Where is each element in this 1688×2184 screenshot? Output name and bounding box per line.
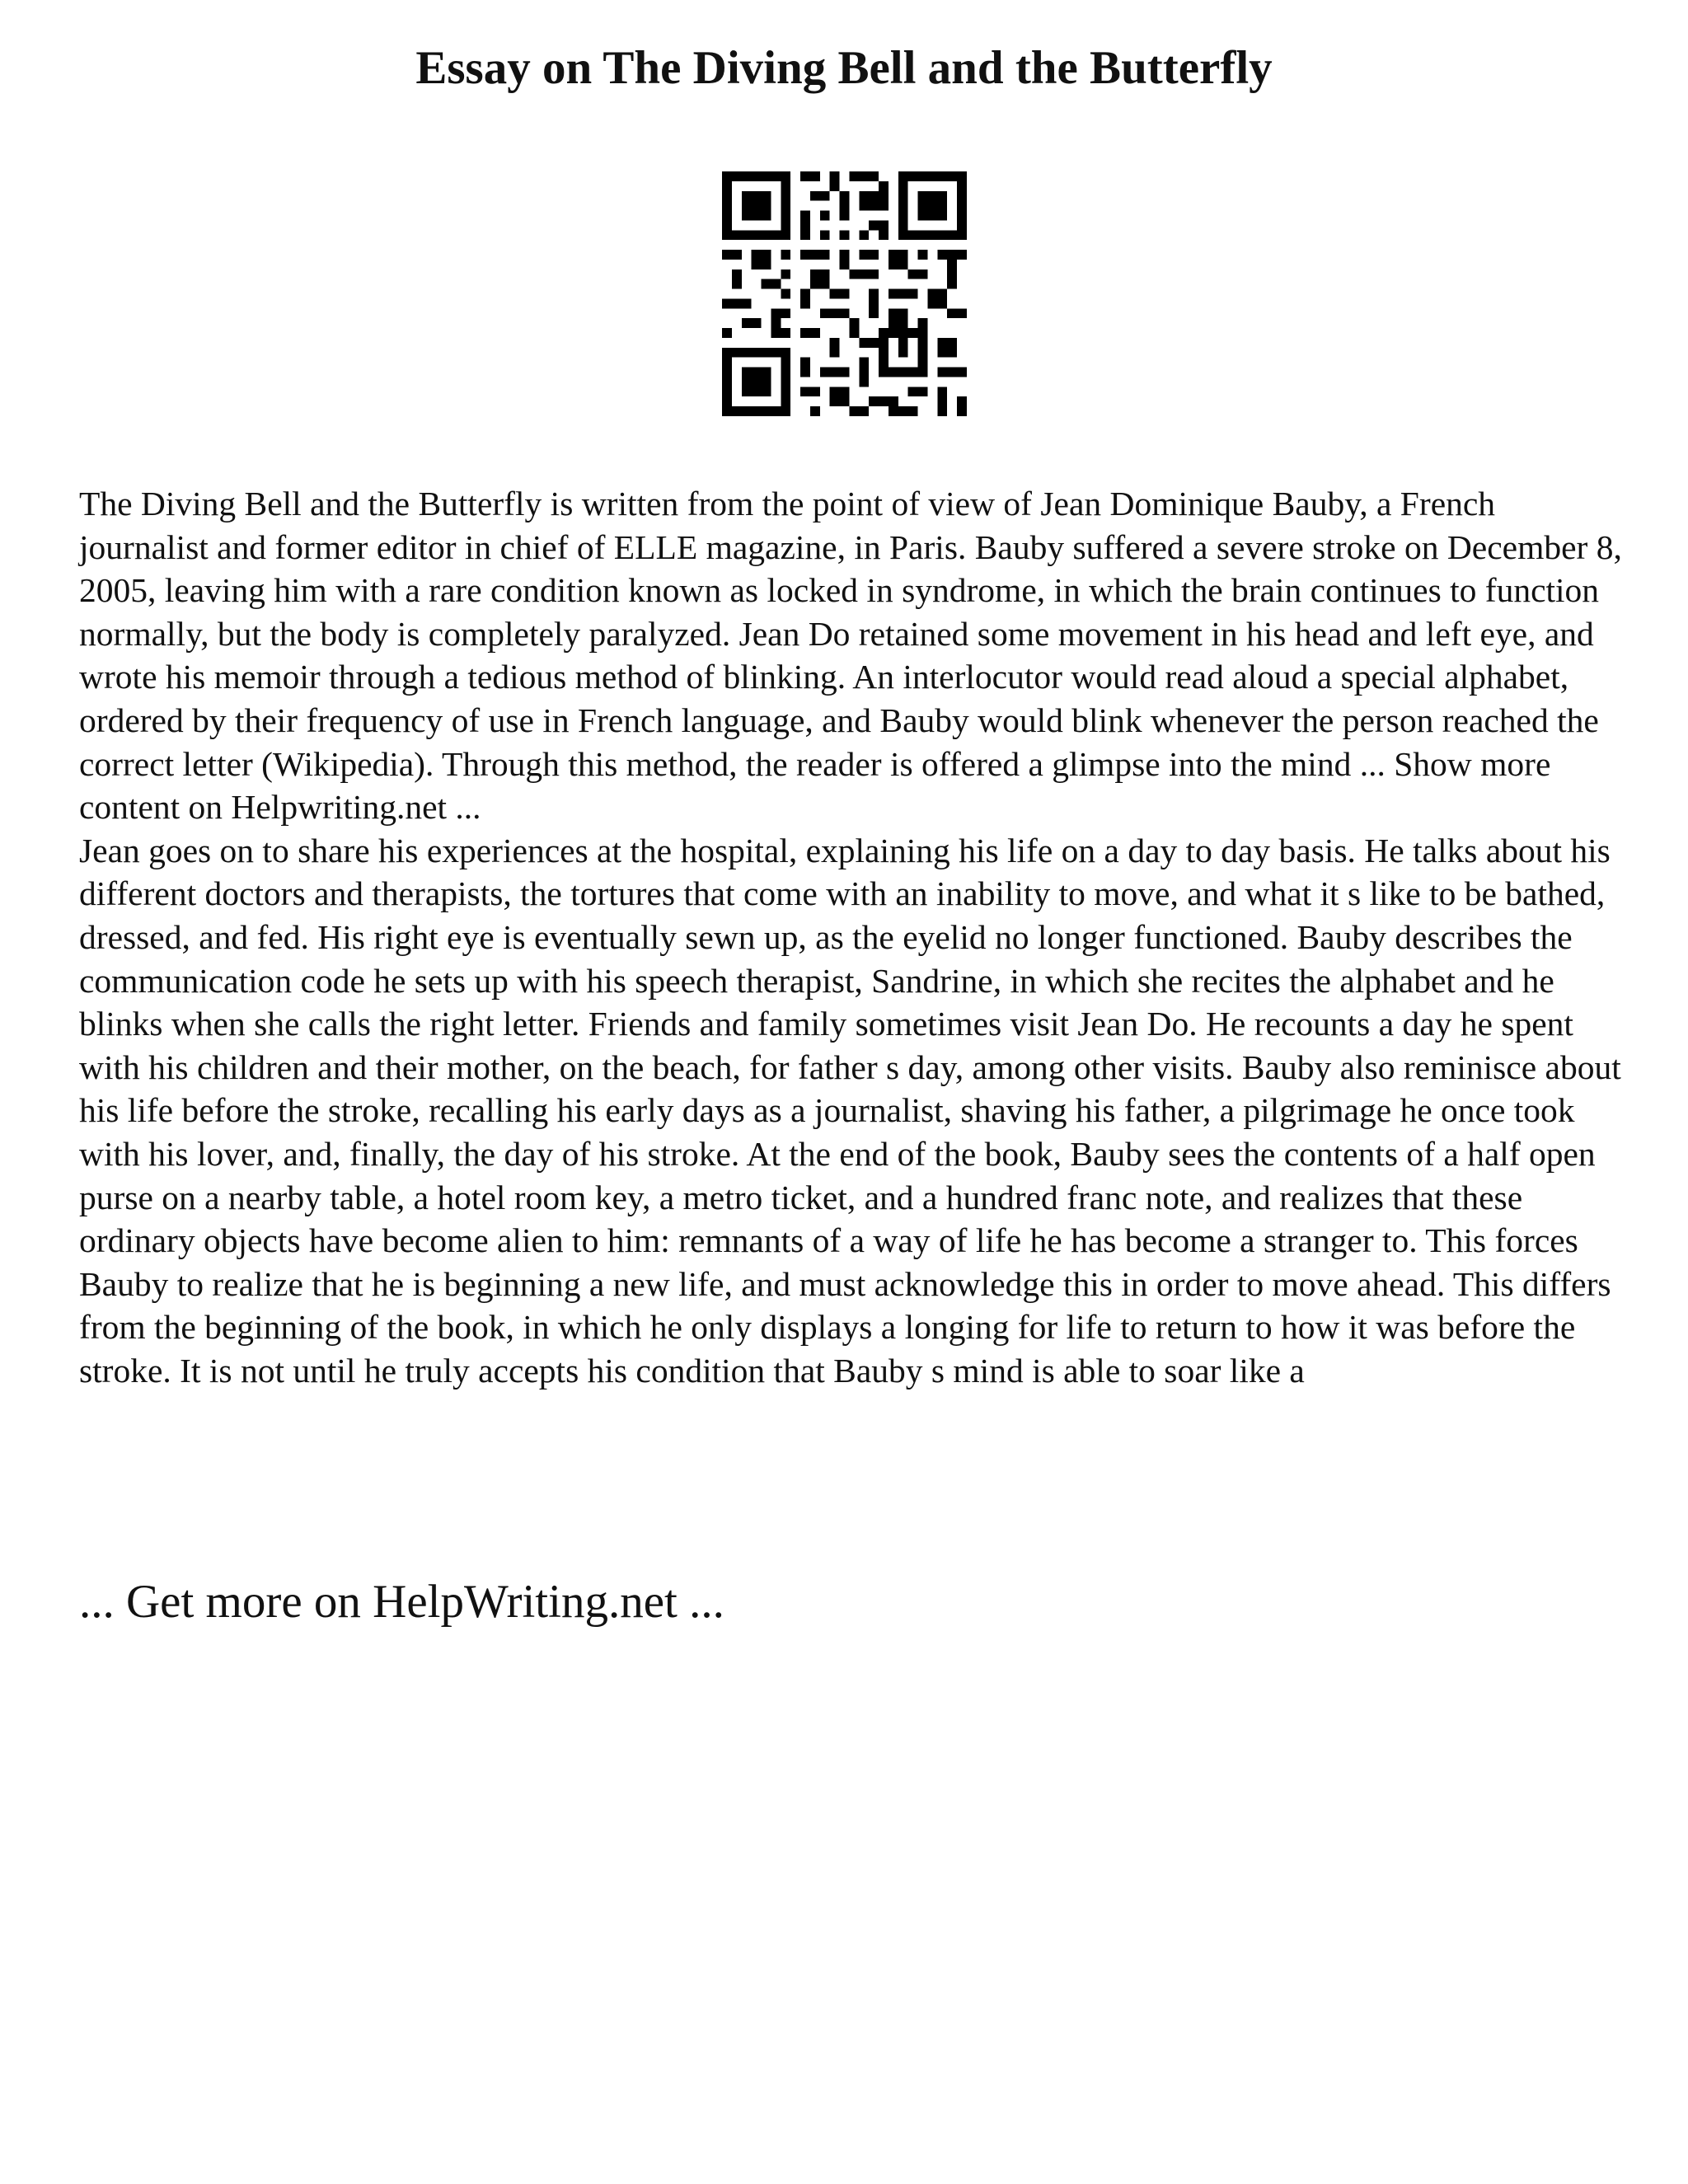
essay-paragraph: Jean goes on to share his experiences at the hospital, explaining his life on a day to day basis. He talks about his different doctors and therapists, the tortures that come with an inability to move, and what it s like to be bathed, dressed, and fed. His right eye is eventually sewn up, as the eyelid no longer functioned. Bauby describes the communication code he sets up with his speech therapist, Sandrine, in which she recites the alphabet and he blinks when she calls the right letter. Friends and family sometimes visit Jean Do. He recounts a day he spent with his children and their mother, on the beach, for father s day, among other visits. Bauby also reminisce about his life before the stroke, recalling his early days as a journalist, shaving his father, a pilgrimage he once took with his lover, and, finally, the day of his stroke. At the end of the book, Bauby sees the contents of a half open purse on a nearby table, a hotel room key, a metro ticket, and a hundred franc note, and realizes that these ordinary objects have become alien to him: remnants of a way of life he has become a stranger to. This forces Bauby to realize that he is beginning a new life, and must acknowledge this in order to move ahead. This differs from the beginning of the book, in which he only displays a longing for life to return to how it was before the stroke. It is not until he truly accepts his condition that Bauby s mind is able to soar like a: [79, 831, 1621, 1390]
get-more-link[interactable]: ... Get more on HelpWriting.net ...: [79, 1576, 724, 1628]
qr-code-icon: [722, 171, 967, 416]
essay-body: [79, 482, 1629, 1392]
essay-paragraph: The Diving Bell and the Butterfly is written from the point of view of Jean Dominique Bauby, a French journalist and former editor in chief of ELLE magazine, in Paris. Bauby suffered a severe stroke on December 8, 2005, leaving him with a rare condition known as locked in syndrome, in which the brain continues to function normally, but the body is completely paralyzed. Jean Do retained some movement in his head and left eye, and wrote his memoir through a tedious method of blinking. An interlocutor would read aloud a special alphabet, ordered by their frequency of use in French language, and Bauby would blink whenever the person reached the correct letter (Wikipedia). Through this method, the reader is offered a glimpse into the mind ... Show more content on Helpwriting.net ...: [79, 485, 1622, 827]
document-title: Essay on The Diving Bell and the Butterfly: [415, 42, 1273, 94]
